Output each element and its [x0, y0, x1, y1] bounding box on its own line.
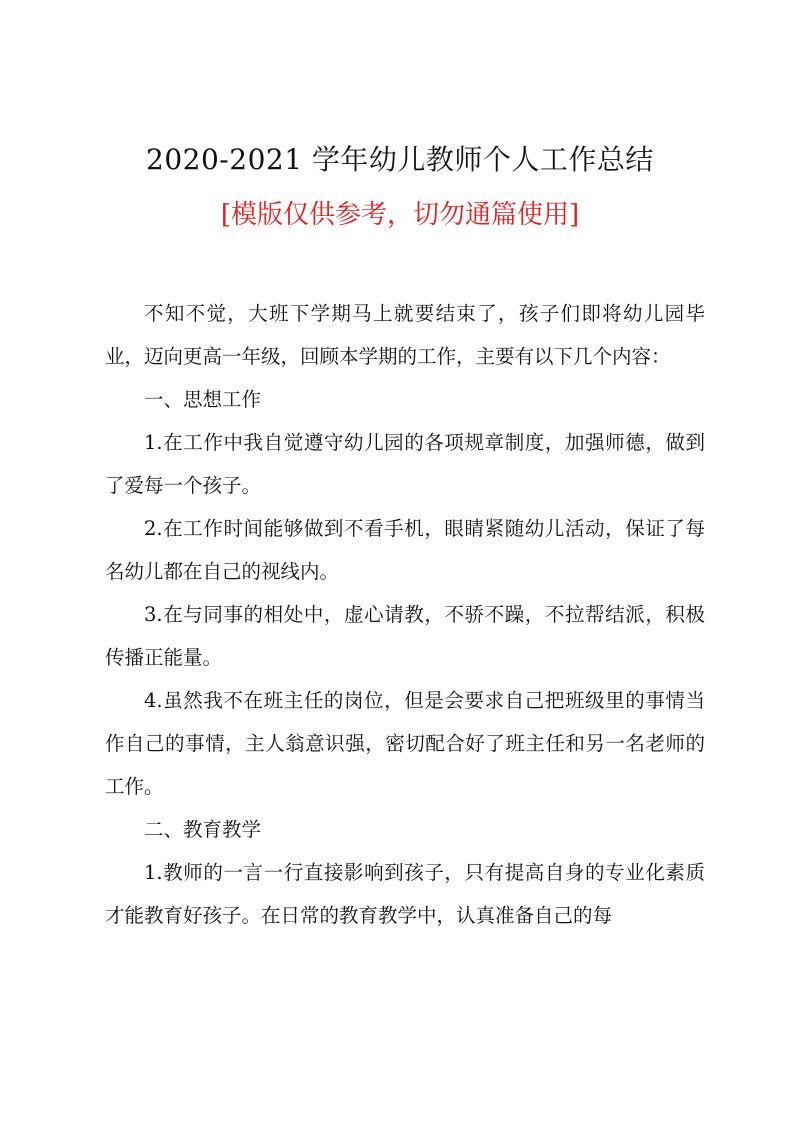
list-item-4: 4.虽然我不在班主任的岗位，但是会要求自己把班级里的事情当作自己的事情，主人翁意识强，密切配合好了班主任和另一名老师的工作。 [105, 689, 705, 798]
document-body [105, 292, 705, 937]
intro-paragraph: 不知不觉，大班下学期马上就要结束了，孩子们即将幼儿园毕业，迈向更高一年级，回顾本学期的工作，主要有以下几个内容： [105, 302, 705, 368]
section-heading-thought-work: 一、思想工作 [144, 388, 262, 411]
template-notice: [模版仅供参考，切勿通篇使用] [220, 200, 580, 230]
list-item-3: 3.在与同事的相处中，虚心请教，不骄不躁，不拉帮结派，积极传播正能量。 [105, 603, 705, 669]
list-item-2: 2.在工作时间能够做到不看手机，眼睛紧随幼儿活动，保证了每名幼儿都在自己的视线内。 [105, 517, 705, 583]
list-item-1: 1.在工作中我自觉遵守幼儿园的各项规章制度，加强师德，做到了爱每一个孩子。 [105, 431, 705, 497]
document-title: 2020-2021 学年幼儿教师个人工作总结 [146, 143, 654, 176]
list-item-5: 1.教师的一言一行直接影响到孩子，只有提高自身的专业化素质才能教育好孩子。在日常的教育教学中，认真准备自己的每 [105, 861, 705, 927]
section-heading-education-teaching: 二、教育教学 [144, 818, 262, 841]
